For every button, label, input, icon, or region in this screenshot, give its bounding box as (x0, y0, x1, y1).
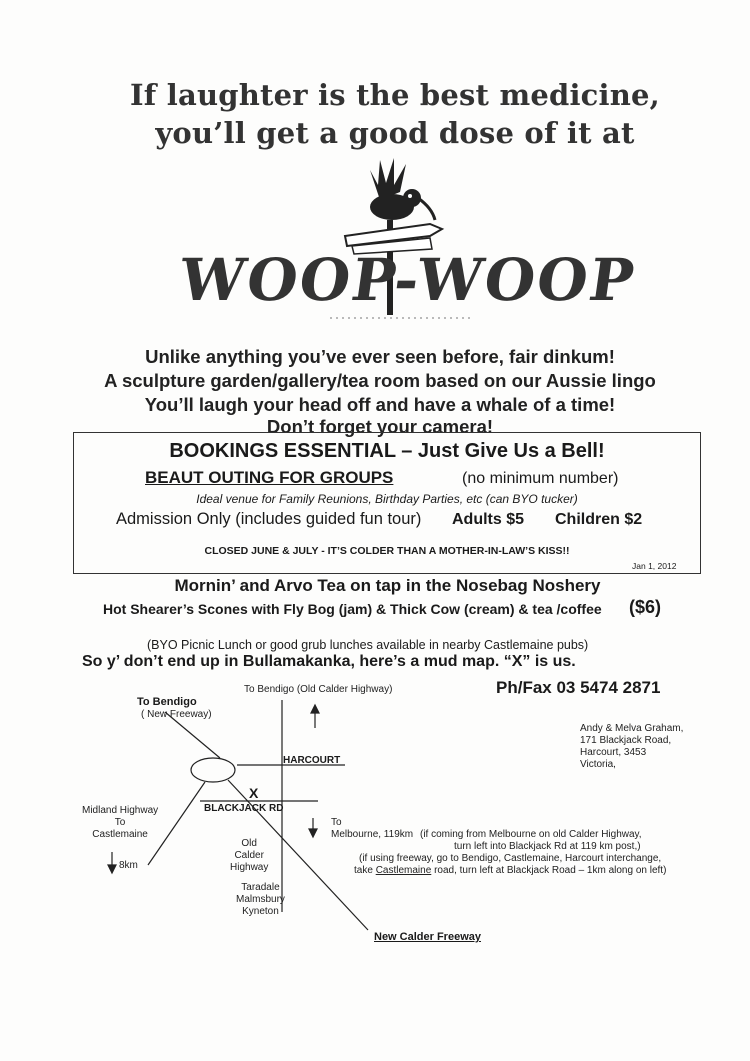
town-name: Kyneton (242, 906, 279, 917)
directions-line-2: turn left into Blackjack Rd at 119 km post,) (454, 841, 641, 852)
old-calder-line: Highway (230, 862, 269, 873)
picnic-note: (BYO Picnic Lunch or good grub lunches available in nearby Castlemaine pubs) (147, 638, 589, 652)
headline-line-2: you’ll get a good dose of it at (155, 116, 635, 150)
eight-km-label: 8km (119, 860, 138, 871)
address-line: Harcourt, 3453 (580, 747, 647, 758)
bookings-title: BOOKINGS ESSENTIAL – Just Give Us a Bell! (169, 440, 605, 462)
arrow-down-icon (309, 829, 317, 837)
blackjack-road-label: BLACKJACK RD (204, 803, 284, 814)
new-freeway-label: ( New Freeway) (141, 709, 212, 720)
mud-map-heading: So y’ don’t end up in Bullamakanka, here’s a mud map. “X” is us. (82, 653, 576, 670)
directions-line-3: (if using freeway, go to Bendigo, Castlemaine, Harcourt interchange, (359, 853, 662, 864)
date-note: Jan 1, 2012 (632, 561, 677, 571)
closed-note: CLOSED JUNE & JULY - IT’S COLDER THAN A MOTHER-IN-LAW’S KISS!! (204, 545, 570, 557)
midland-line: To (114, 817, 126, 828)
tea-price: ($6) (629, 597, 662, 617)
headline-line-1: If laughter is the best medicine, (130, 78, 660, 112)
arrow-down-icon (108, 865, 116, 873)
address-line: Victoria, (580, 759, 616, 770)
logo-text: WOOP-WOOP (175, 246, 641, 314)
children-price: Children $2 (555, 511, 643, 528)
address-line: 171 Blackjack Road, (580, 735, 672, 746)
intro-line-3: You’ll laugh your head off and have a whale of a time! (144, 394, 616, 415)
venue-note: Ideal venue for Family Reunions, Birthday Parties, etc (can BYO tucker) (196, 492, 578, 506)
midland-line: Castlemaine (92, 829, 148, 840)
phone-fax: Ph/Fax 03 5474 2871 (496, 678, 661, 697)
groups-heading: BEAUT OUTING FOR GROUPS (145, 468, 394, 487)
to-melbourne-label (331, 817, 413, 841)
no-minimum-note: (no minimum number) (462, 470, 619, 487)
towns-label (236, 882, 285, 918)
x-marks-the-spot: X (249, 785, 259, 801)
town-name: Malmsbury (236, 894, 285, 905)
intro-line-2: A sculpture garden/gallery/tea room based on our Aussie lingo (104, 370, 656, 391)
old-calder-line: Calder (234, 850, 264, 861)
admission-text: Admission Only (includes guided fun tour) (116, 510, 422, 528)
tea-description: Hot Shearer’s Scones with Fly Bog (jam) & Thick Cow (cream) & tea /coffee (103, 601, 602, 617)
old-calder-bendigo-label: To Bendigo (Old Calder Highway) (244, 684, 393, 695)
old-calder-highway-label (230, 838, 268, 874)
directions-end: road, turn left at Blackjack Road – 1km along on left) (434, 865, 667, 876)
new-calder-freeway-label: New Calder Freeway (374, 931, 481, 943)
intro-line-4: Don’t forget your camera! (266, 416, 494, 437)
harcourt-label: HARCOURT (283, 755, 341, 766)
arrow-up-icon (311, 705, 319, 713)
directions-castlemaine: Castlemaine (375, 865, 432, 876)
midland-line: Midland Highway (82, 805, 159, 816)
directions-line-1: (if coming from Melbourne on old Calder Highway, (420, 829, 642, 840)
directions-take: take (354, 865, 373, 876)
tea-title: Mornin’ and Arvo Tea on tap in the Nosebag Noshery (174, 576, 601, 595)
address-line: Andy & Melva Graham, (580, 723, 684, 734)
town-name: Taradale (241, 882, 280, 893)
melbourne-line: To (331, 817, 342, 828)
melbourne-line: Melbourne, 119km (331, 829, 414, 840)
roundabout-shape (191, 758, 235, 782)
old-calder-line: Old (241, 838, 257, 849)
directions-line-4 (354, 865, 666, 876)
midland-highway-label (82, 805, 158, 841)
intro-line-1: Unlike anything you’ve ever seen before, fair dinkum! (145, 346, 615, 367)
to-bendigo-label: To Bendigo (137, 696, 197, 708)
adults-price: Adults $5 (452, 511, 525, 528)
